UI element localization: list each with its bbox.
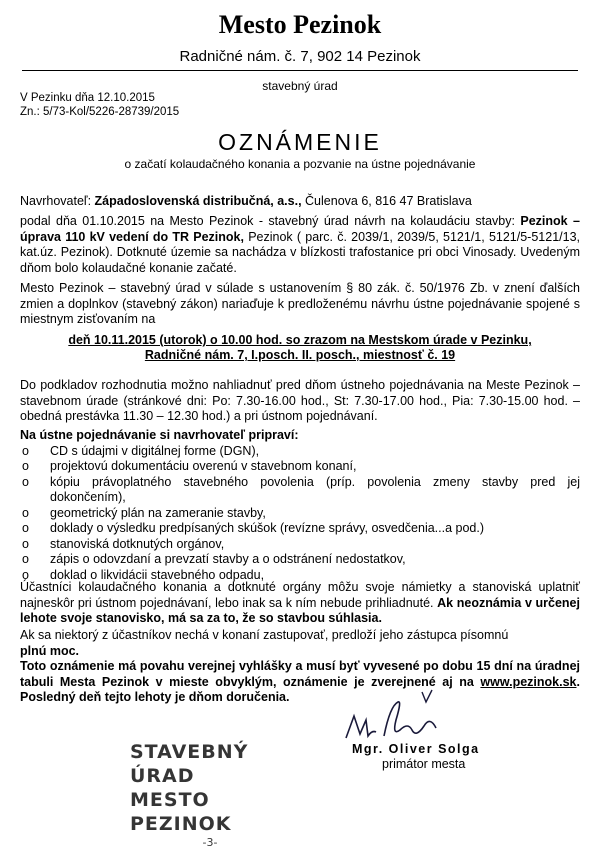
signer-name: Mgr. Oliver Solga xyxy=(352,742,480,756)
bullet: o xyxy=(22,474,29,489)
office-name: stavebný úrad xyxy=(262,79,338,93)
checklist-item: o CD s údajmi v digitálnej forme (DGN), xyxy=(22,443,260,458)
office-stamp xyxy=(130,740,310,850)
hearing-date: deň 10.11.2015 (utorok) o 10.00 hod. so zrazom na Mestskom úrade v Pezinku, xyxy=(68,333,532,347)
signer-block xyxy=(352,742,552,772)
checklist-item: o geometrický plán na zameranie stavby, xyxy=(22,505,266,520)
paragraph-proposal xyxy=(20,214,580,276)
checklist-item: o doklady o výsledku predpísaných skúšok (revízne správy, osvedčenia...a pod.) xyxy=(22,521,485,535)
proposer-label: Navrhovateľ: xyxy=(20,194,92,208)
header-divider xyxy=(22,70,578,71)
website-link[interactable]: www.pezinok.sk xyxy=(480,674,577,689)
bullet: o xyxy=(22,443,29,458)
stamp-line-1: STAVEBNÝ ÚRAD xyxy=(130,741,249,787)
hearing-location: Radničné nám. 7, I.posch. II. posch., miestnosť č. 19 xyxy=(144,348,456,362)
bullet: o xyxy=(22,536,29,551)
signature-mark xyxy=(338,686,478,750)
paragraph-inspection: Do podkladov rozhodnutia možno nahliadnuť pred dňom ústneho pojednávania na Meste Pezinok – stavebnom úrade (stránkové dni: Po: 7.30-16.00 hod., St: 7.30-17.00 hod., Pia: 7.30-15.00 hod. – obedná prestávka 11.30 – 12.30 hod.) a pri ústnom pojednávaní. xyxy=(20,378,580,423)
checklist-item: o zápis o odovzdaní a prevzatí stavby a o odstránení nedostatkov, xyxy=(22,552,406,566)
page-number: -3- xyxy=(202,836,218,849)
proposer-name: Západoslovenská distribučná, a.s., xyxy=(94,194,302,208)
checklist-item: o stanoviská dotknutých orgánov, xyxy=(22,536,225,551)
checklist-title: Na ústne pojednávanie si navrhovateľ pripraví: xyxy=(20,428,299,442)
notice-subheading: o začatí kolaudačného konania a pozvanie na ústne pojednávanie xyxy=(124,157,476,171)
checklist-item: o kópiu právoplatného stavebného povolenia (príp. povolenia zmeny stavby pred jej dokončením), xyxy=(22,474,580,504)
checklist-item: o doklad o likvidácii stavebného odpadu, xyxy=(22,567,265,582)
checklist-item: o projektovú dokumentáciu overenú v stavebnom konaní, xyxy=(22,459,357,473)
proposer-line xyxy=(20,194,580,210)
notice-heading: OZNÁMENIE xyxy=(218,129,382,155)
stamp-line-2: MESTO PEZINOK xyxy=(130,789,232,835)
project-name: Pezinok – úprava 110 kV vedení do TR Pezinok, xyxy=(20,214,580,244)
proposer-address: Čulenova 6, 816 47 Bratislava xyxy=(305,194,472,208)
paragraph-public-notice: Toto oznámenie má povahu verejnej vyhlášky a musí byť vyvesené po dobu 15 dní na úradnej tabuli Mesta Pezinok v mieste obvyklým, oznámenie je zverejnené aj na www.pezinok.sk. Posledný deň tejto lehoty je dňom doručenia. xyxy=(20,659,580,704)
city-title: Mesto Pezinok xyxy=(218,10,382,39)
checklist-items xyxy=(20,444,580,584)
place-date: V Pezinku dňa 12.10.2015 xyxy=(20,92,155,104)
proposal-intro: podal dňa 01.10.2015 na Mesto Pezinok - stavebný úrad návrh na kolaudáciu stavby: xyxy=(20,214,515,228)
checklist xyxy=(20,428,580,583)
bullet: o xyxy=(22,567,29,582)
reference-number: Zn.: 5/73-Kol/5226-28739/2015 xyxy=(20,106,180,118)
bullet: o xyxy=(22,552,29,566)
bullet: o xyxy=(22,521,29,535)
city-address: Radničné nám. č. 7, 902 14 Pezinok xyxy=(179,48,421,65)
paragraph-objections: Účastníci kolaudačného konania a dotknuté orgány môžu svoje námietky a stanoviská uplatniť najneskôr pri ústnom pojednávaní, lebo inak sa k ním nebude prihliadnuté. Ak neoznámia v určenej lehote svoje stanovisko, má sa za to, že so stavbou súhlasia. xyxy=(20,580,580,625)
bullet: o xyxy=(22,459,29,473)
signer-role: primátor mesta xyxy=(382,757,466,771)
paragraph-representation: Ak sa niektorý z účastníkov nechá v konaní zastupovať, predloží jeho zástupca písomnú plnú moc. xyxy=(20,628,509,658)
paragraph-legal-basis: Mesto Pezinok – stavebný úrad v súlade s ustanovením § 80 zák. č. 50/1976 Zb. v znení ďalších zmien a doplnkov (stavebný zákon) nariaďuje k predloženému návrhu ústne pojednávanie spojené s miestnym zisťovaním na xyxy=(20,281,580,326)
bullet: o xyxy=(22,505,29,520)
proposal-rest: Pezinok ( parc. č. 2039/1, 2039/5, 5121/1, 5121/5-5121/13, kat.úz. Pezinok). Dotknuté územie sa nachádza v blízkosti trafostanice pri obci Vinosady. Uvedeným dňom bolo kolaudačné konanie začaté. xyxy=(20,229,580,275)
